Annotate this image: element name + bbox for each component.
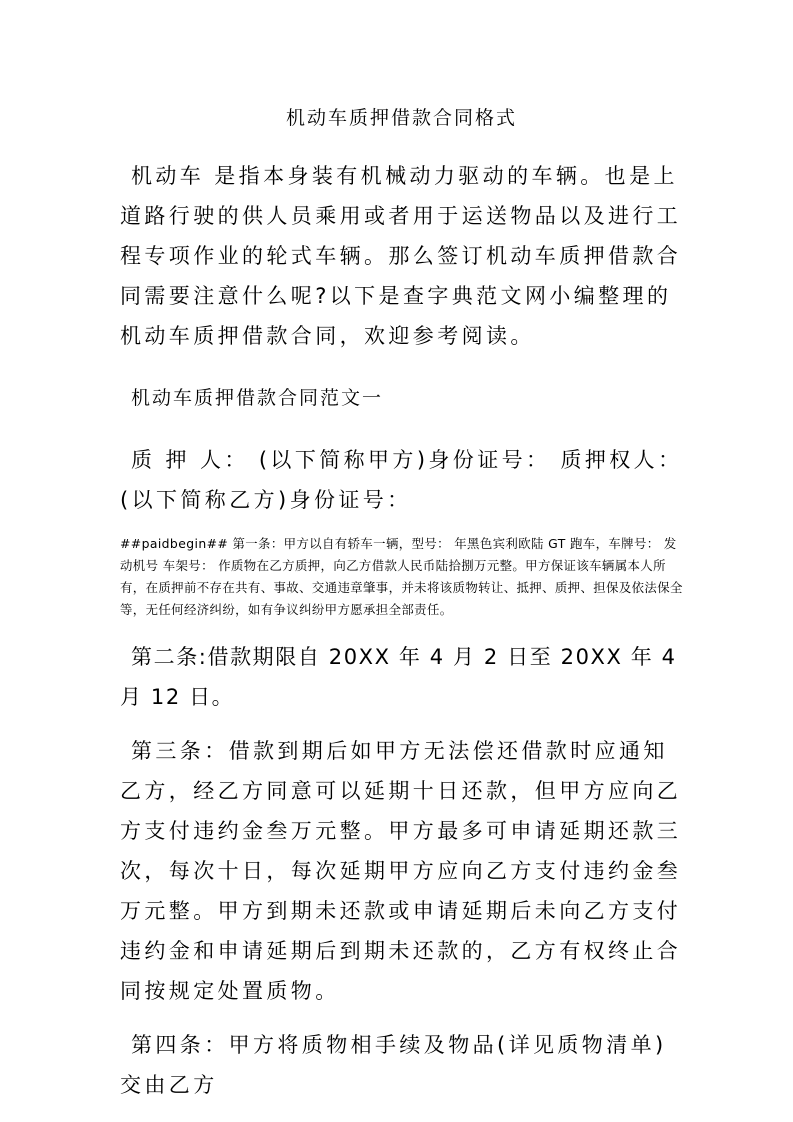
document-title: 机动车质押借款合同格式 — [285, 107, 517, 129]
intro-paragraph: 机动车 是指本身装有机械动力驱动的车辆。也是上道路行驶的供人员乘用或者用于运送物品以及进行工程专项作业的轮式车辆。那么签订机动车质押借款合同需要注意什么呢?以下是查字典范文网小编整理的机动车质押借款合同，欢迎参考阅读。 — [120, 164, 682, 348]
parties-paragraph: 质 押 人： (以下简称甲方)身份证号： 质押权人： (以下简称乙方)身份证号： — [120, 448, 683, 512]
article-4-paragraph: 第四条：甲方将质物相手续及物品(详见质物清单)交由乙方 — [120, 1033, 667, 1097]
sample-heading: 机动车质押借款合同范文一 — [131, 387, 384, 409]
article-1-paragraph: ##paidbegin## 第一条：甲方以自有轿车一辆，型号： 年黑色宾利欧陆 GT 跑车，车牌号： 发动机号 车架号： 作质物在乙方质押，向乙方借款人民币陆拾捌万元整。甲方保证该车辆属本人所有，在质押前不存在共有、事故、交通违章肇事，并未将该质物转让、抵押、质押、担保及依法保全等，无任何经济纠纷，如有争议纠纷甲方愿承担全部责任。 — [120, 536, 683, 617]
article-3-paragraph: 第三条：借款到期后如甲方无法偿还借款时应通知乙方，经乙方同意可以延期十日还款，但甲方应向乙方支付违约金叁万元整。甲方最多可申请延期还款三次，每次十日，每次延期甲方应向乙方支付违约金叁万元整。甲方到期未还款或申请延期后未向乙方支付违约金和申请延期后到期未还款的，乙方有权终止合同按规定处置质物。 — [120, 739, 682, 1003]
article-2-paragraph: 第二条:借款期限自 20XX 年 4 月 2 日至 20XX 年 4 月 12 日。 — [120, 645, 677, 709]
